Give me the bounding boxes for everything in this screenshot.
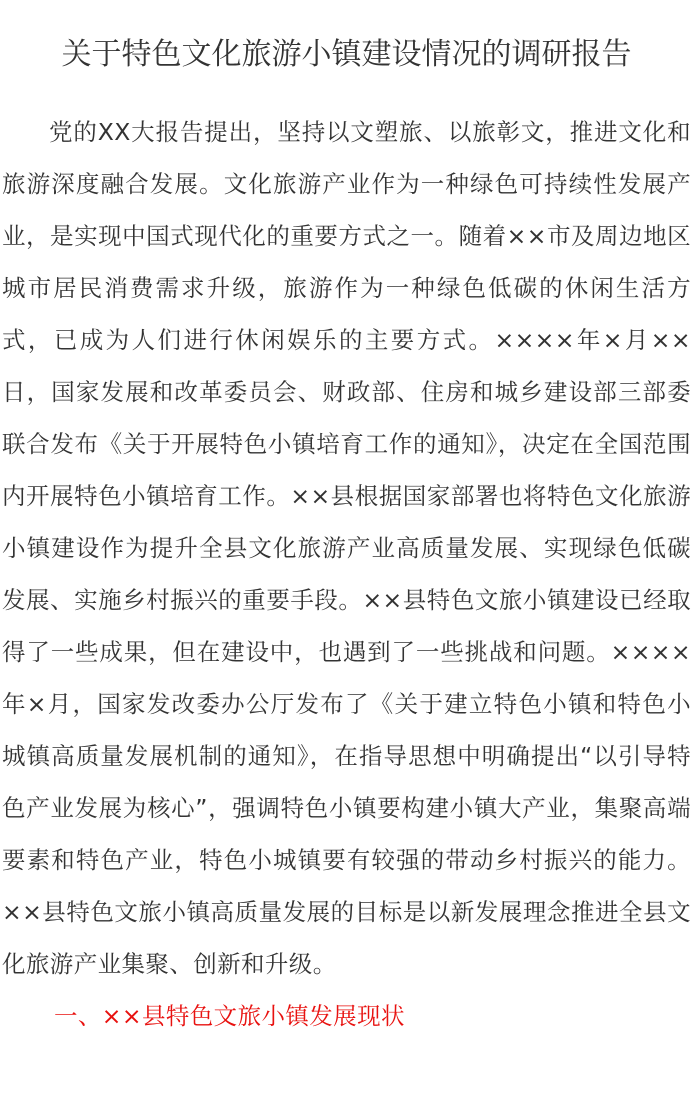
- section-heading: 一、××县特色文旅小镇发展现状: [54, 1002, 405, 1030]
- document-title: 关于特色文化旅游小镇建设情况的调研报告: [61, 37, 632, 72]
- body-paragraph: 党的XX大报告提出，坚持以文塑旅、以旅彰文，推进文化和旅游深度融合发展。文化旅游产业作为一种绿色可持续性发展产业，是实现中国式现代化的重要方式之一。随着××市及周边地区城市居民消费需求升级，旅游作为一种绿色低碳的休闲生活方式，已成为人们进行休闲娱乐的主要方式。××××年×月××日，国家发展和改革委员会、财政部、住房和城乡建设部三部委联合发布《关于开展特色小镇培育工作的通知》，决定在全国范围内开展特色小镇培育工作。××县根据国家部署也将特色文化旅游小镇建设作为提升全县文化旅游产业高质量发展、实现绿色低碳发展、实施乡村振兴的重要手段。××县特色文旅小镇建设已经取得了一些成果，但在建设中，也遇到了一些挑战和问题。××××年×月，国家发改委办公厅发布了《关于建立特色小镇和特色小城镇高质量发展机制的通知》，在指导思想中明确提出“以引导特色产业发展为核心”，强调特色小镇要构建小镇大产业，集聚高端要素和特色产业，特色小城镇要有较强的带动乡村振兴的能力。××县特色文旅小镇高质量发展的目标是以新发展理念推进全县文化旅游产业集聚、创新和升级。: [2, 118, 691, 978]
